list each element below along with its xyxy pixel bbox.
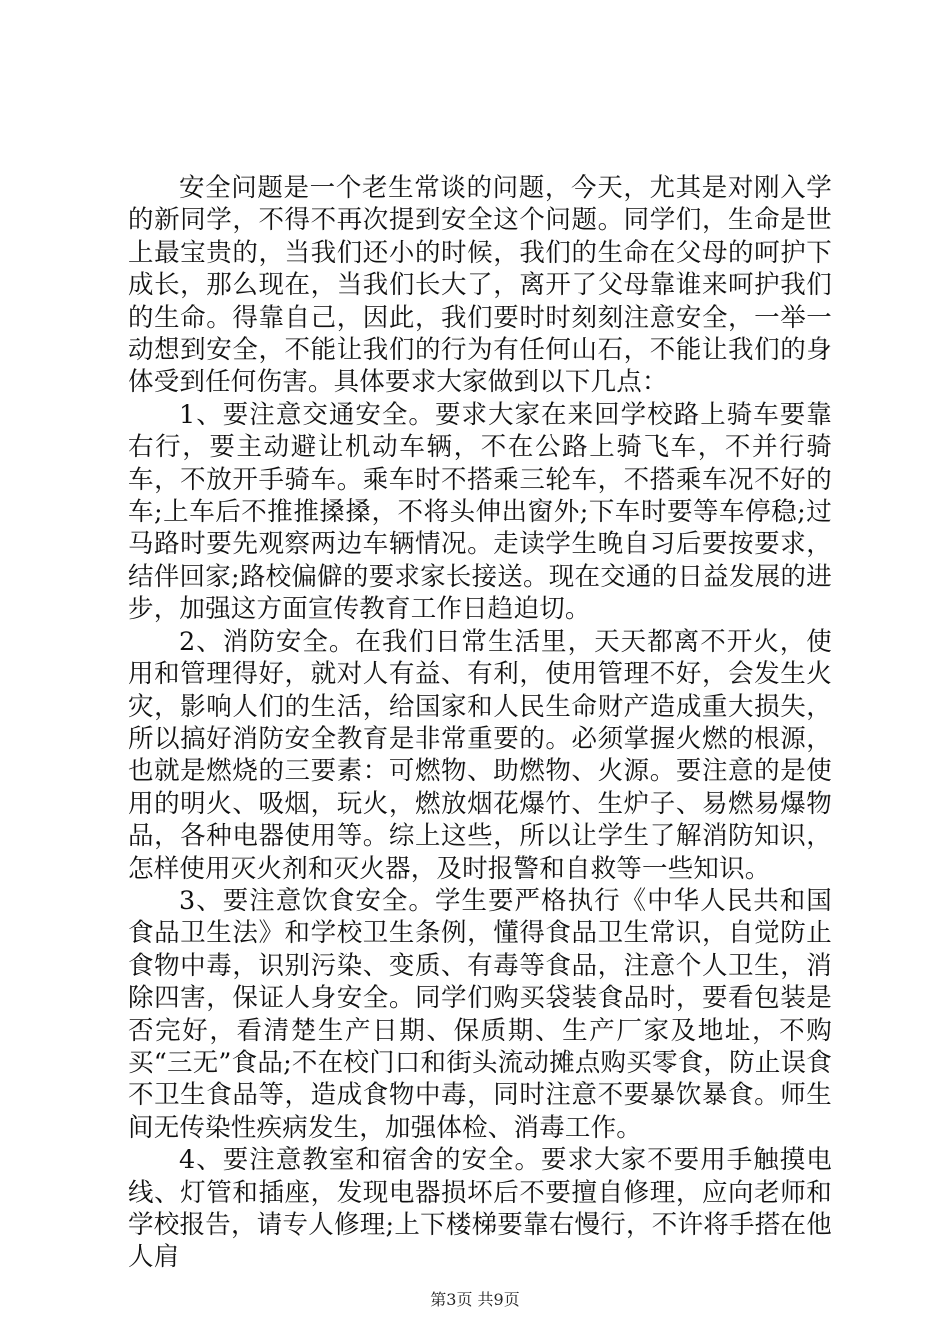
paragraph-fire-safety: 2、消防安全。在我们日常生活里，天天都离不开火，使用和管理得好，就对人有益、有利，使用管理不好，会发生火灾，影响人们的生活，给国家和人民生命财产造成重大损失，所以搞好消防安全教育是非常重要的。必须掌握火燃的根源，也就是燃烧的三要素：可燃物、助燃物、火源。要注意的是使用的明火、吸烟，玩火，燃放烟花爆竹、生炉子、易燃易爆物品，各种电器使用等。综上这些，所以让学生了解消防知识，怎样使用灭火剂和灭火器，及时报警和自救等一些知识。: [128, 626, 832, 884]
paragraph-traffic-safety: 1、要注意交通安全。要求大家在来回学校路上骑车要靠右行，要主动避让机动车辆，不在公路上骑飞车，不并行骑车，不放开手骑车。乘车时不搭乘三轮车，不搭乘车况不好的车;上车后不推推搡搡，不将头伸出窗外;下车时要等车停稳;过马路时要先观察两边车辆情况。走读学生晚自习后要按要求，结伴回家;路校偏僻的要求家长接送。现在交通的日益发展的进步，加强这方面宣传教育工作日趋迫切。: [128, 399, 832, 625]
paragraph-food-safety: 3、要注意饮食安全。学生要严格执行《中华人民共和国食品卫生法》和学校卫生条例，懂得食品卫生常识，自觉防止食物中毒，识别污染、变质、有毒等食品，注意个人卫生，消除四害，保证人身安全。同学们购买袋装食品时，要看包装是否完好，看清楚生产日期、保质期、生产厂家及地址，不购买“三无”食品;不在校门口和街头流动摊点购买零食，防止误食不卫生食品等，造成食物中毒，同时注意不要暴饮暴食。师生间无传染性疾病发生，加强体检、消毒工作。: [128, 885, 832, 1143]
paragraph-intro: 安全问题是一个老生常谈的问题，今天，尤其是对刚入学的新同学，不得不再次提到安全这个问题。同学们，生命是世上最宝贵的，当我们还小的时候，我们的生命在父母的呵护下成长，那么现在，当我们长大了，离开了父母靠谁来呵护我们的生命。得靠自己，因此，我们要时时刻刻注意安全，一举一动想到安全，不能让我们的行为有任何山石，不能让我们的身体受到任何伤害。具体要求大家做到以下几点：: [128, 173, 832, 398]
paragraph-classroom-dorm-safety: 4、要注意教室和宿舍的安全。要求大家不要用手触摸电线、灯管和插座，发现电器损坏后不要擅自修理，应向老师和学校报告，请专人修理;上下楼梯要靠右慢行，不许将手搭在他人肩: [128, 1145, 832, 1273]
document-body: [128, 172, 832, 1274]
page-footer: 第3页 共9页: [430, 1290, 520, 1309]
